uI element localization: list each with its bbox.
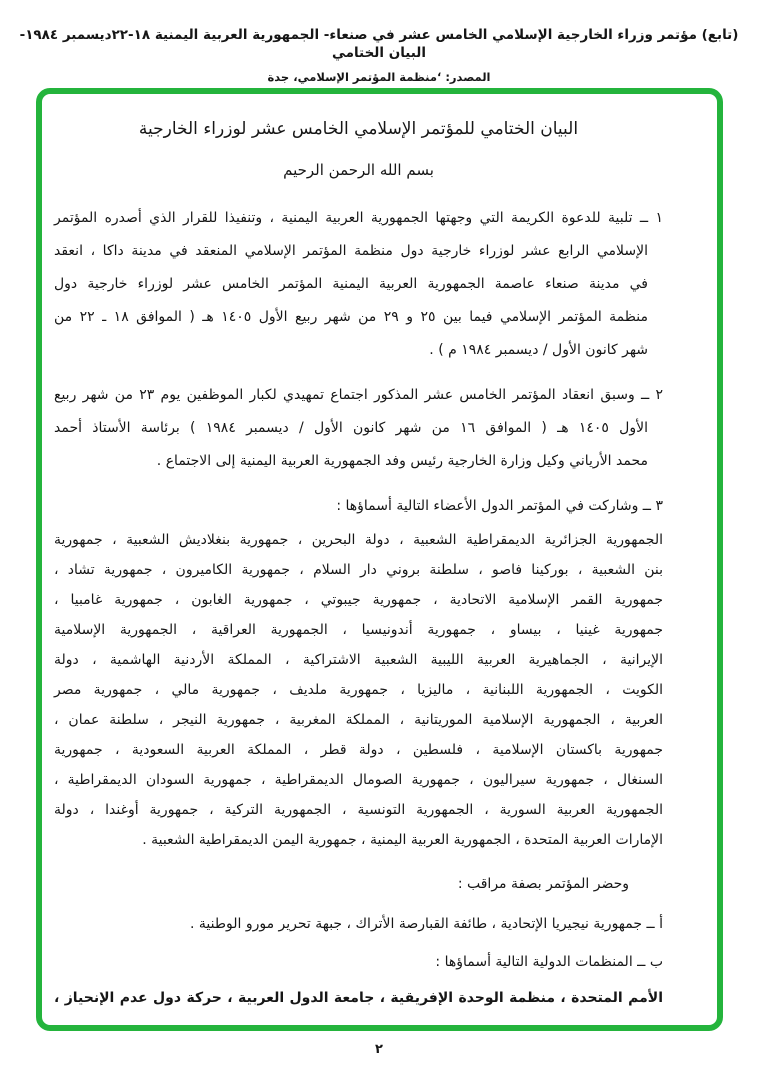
text-line: الإيرانية ، الجماهيرية العربية الليبية الشعبية الاشتراكية ، المملكة الأردنية الهاشمية ، دولة — [54, 652, 663, 668]
text-line: الأول ١٤٠٥ هـ ( الموافق ١٦ من شهر كانون الأول / ديسمبر ١٩٨٤ ) برئاسة الأستاذ أحمد — [54, 420, 648, 436]
member-states-list — [54, 525, 663, 855]
text-line: أ ــ جمهورية نيجيريا الإتحادية ، طائفة القبارصة الأتراك ، جبهة تحرير مورو الوطنية . — [189, 916, 663, 932]
document-green-frame — [36, 88, 723, 1031]
document-title: البيان الختامي للمؤتمر الإسلامي الخامس عشر لوزراء الخارجية — [138, 119, 579, 139]
basmala-line: بسم الله الرحمن الرحيم — [283, 161, 434, 179]
text-line: بنن الشعبية ، بوركينا فاصو ، سلطنة بروني دار السلام ، جمهورية الكاميرون ، جمهورية تشاد ، — [54, 562, 663, 578]
observers-heading: وحضر المؤتمر بصفة مراقب : — [457, 876, 629, 892]
text-line: ٣ ــ وشاركت في المؤتمر الدول الأعضاء التالية أسماؤها : — [336, 498, 663, 514]
text-line: محمد الأرياني وكيل وزارة الخارجية رئيس وفد الجمهورية العربية اليمنية إلى الاجتماع . — [156, 453, 648, 469]
paragraph-3-heading — [54, 490, 663, 523]
text-line: العربية ، الجمهورية الإسلامية الموريتانية ، المملكة المغربية ، جمهورية النيجر ، سلطنة عمان ، — [54, 712, 663, 728]
text-line: الإمارات العربية المتحدة ، الجمهورية العربية اليمنية ، جمهورية اليمن الديمقراطية الشعبية . — [142, 832, 663, 848]
text-line: الإسلامي الرابع عشر لوزراء خارجية دول منظمة المؤتمر الإسلامي المنعقد في مدينة داكا ، انعقد — [54, 243, 648, 259]
text-line: الكويت ، الجمهورية اللبنانية ، ماليزيا ، جمهورية ملديف ، جمهورية مالي ، جمهورية مصر — [54, 682, 663, 698]
text-line: الجمهورية العربية السورية ، الجمهورية التونسية ، الجمهورية التركية ، جمهورية أوغندا ، دولة — [54, 802, 663, 818]
text-line: في مدينة صنعاء عاصمة الجمهورية العربية اليمنية المؤتمر الخامس عشر لوزراء خارجية دول — [54, 276, 648, 292]
observer-item-a — [54, 909, 663, 939]
text-line: منظمة المؤتمر الإسلامي فيما بين ٢٥ و ٢٩ من شهر ربيع الأول ١٤٠٥ هـ ( الموافق ١٨ ـ ٢٢ من — [54, 309, 648, 325]
text-line: ١ ــ تلبية للدعوة الكريمة التي وجهتها الجمهورية العربية اليمنية ، وتنفيذا للقرار الذي أصدره المؤتمر — [54, 210, 663, 226]
scan-caption-source-line: المصدر: ‘منظمة المؤتمر الإسلامي، جدة — [267, 70, 491, 84]
text-line: السنغال ، جمهورية سيراليون ، جمهورية الصومال الديمقراطية ، جمهورية السودان الديمقراطية ، — [54, 772, 663, 788]
scan-caption-header — [0, 0, 758, 84]
text-line: شهر كانون الأول / ديسمبر ١٩٨٤ م ) . — [429, 342, 648, 358]
text-line: جمهورية غينيا ، بيساو ، جمهورية أندونيسيا ، الجمهورية العراقية ، الجمهورية الإسلامية — [54, 622, 663, 638]
text-line: ب ــ المنظمات الدولية التالية أسماؤها : — [435, 954, 663, 970]
text-line: جمهورية باكستان الإسلامية ، فلسطين ، دولة قطر ، المملكة العربية السعودية ، جمهورية — [54, 742, 663, 758]
observer-item-b — [54, 947, 663, 977]
text-line: ٢ ــ وسبق انعقاد المؤتمر الخامس عشر المذكور اجتماع تمهيدي لكبار الموظفين يوم ٢٣ من شهر ربيع — [54, 387, 664, 403]
text-line: جمهورية القمر الإسلامية الاتحادية ، جمهورية جيبوتي ، جمهورية الغابون ، جمهورية غامبيا ، — [54, 592, 663, 608]
page-number: ٢ — [375, 1042, 383, 1057]
paragraph-2 — [54, 379, 663, 478]
organizations-line: الأمم المتحدة ، منظمة الوحدة الإفريقية ، جامعة الدول العربية ، حركة دول عدم الإنحياز ، — [54, 990, 663, 1006]
paragraph-1 — [54, 202, 663, 367]
text-line: الجمهورية الجزائرية الديمقراطية الشعبية ، دولة البحرين ، جمهورية بنغلاديش الشعبية ، جمهورية — [54, 532, 663, 548]
scan-caption-line1: (تابع) مؤتمر وزراء الخارجية الإسلامي الخامس عشر في صنعاء- الجمهورية العربية اليمنية ١٨-٢٢ديسمبر ١٩٨٤-البيان الختامي — [19, 27, 739, 61]
